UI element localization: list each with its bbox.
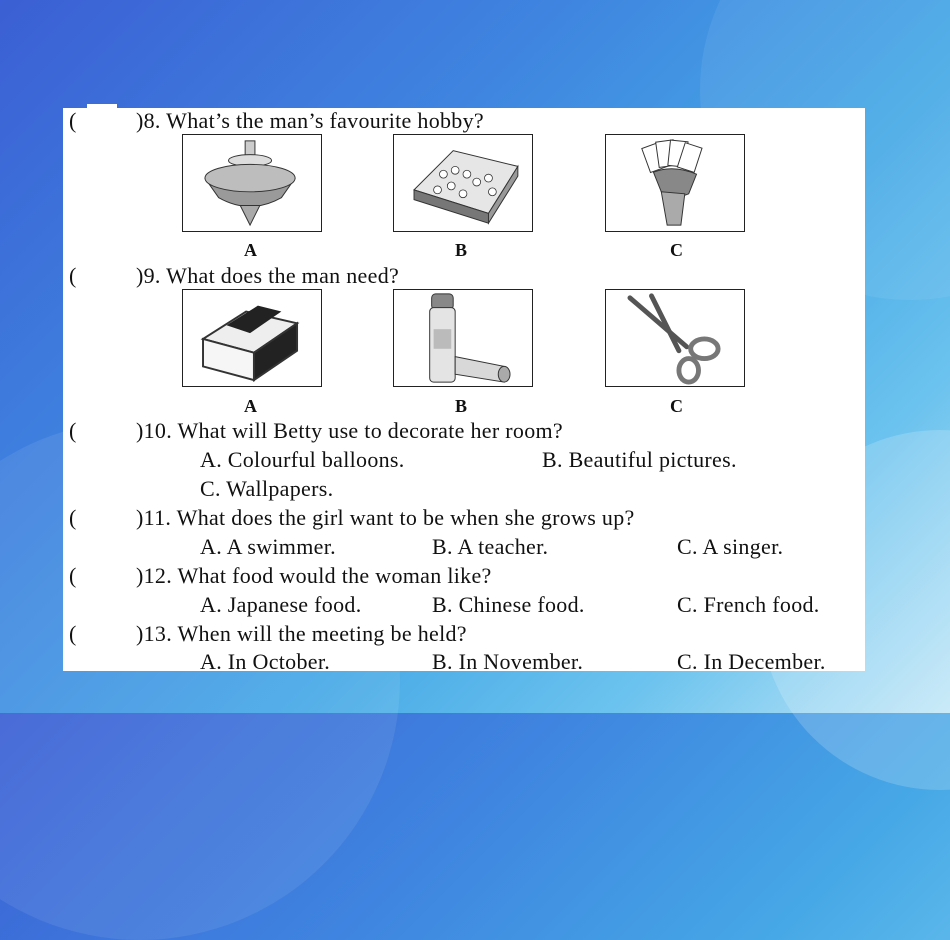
option-a[interactable]: A. A swimmer. <box>200 534 336 559</box>
option-letter: C <box>670 396 684 416</box>
question-number: )9. <box>136 263 161 288</box>
paper-tab <box>87 104 117 110</box>
option-a[interactable]: A. Colourful balloons. <box>200 447 405 472</box>
option-a[interactable]: A. In October. <box>200 649 331 674</box>
question-prompt: What food would the woman like? <box>177 563 492 588</box>
question-13 <box>69 621 77 647</box>
question-prompt: What’s the man’s favourite hobby? <box>166 108 484 133</box>
eraser-icon <box>183 290 321 386</box>
answer-paren: ( <box>69 563 77 588</box>
question-12 <box>69 563 77 589</box>
worksheet <box>63 108 865 674</box>
chess-board-icon <box>394 135 532 231</box>
option-image-b[interactable] <box>393 134 533 232</box>
option-image-c[interactable] <box>605 134 745 232</box>
question-8 <box>69 108 77 134</box>
option-letter: A <box>244 396 258 416</box>
option-image-c[interactable] <box>605 289 745 387</box>
question-13-text <box>136 621 467 647</box>
glue-stick-icon <box>394 290 532 386</box>
answer-paren: ( <box>69 418 77 443</box>
question-8-text <box>136 108 484 134</box>
option-c[interactable]: C. French food. <box>677 592 820 617</box>
answer-paren: ( <box>69 505 77 530</box>
question-prompt: When will the meeting be held? <box>177 621 467 646</box>
question-9-text <box>136 263 399 289</box>
question-11 <box>69 505 77 531</box>
option-b[interactable]: B. Chinese food. <box>432 592 585 617</box>
question-number: )11. <box>136 505 172 530</box>
option-c[interactable]: C. In December. <box>677 649 826 674</box>
option-letter: B <box>455 396 468 416</box>
option-b[interactable]: B. Beautiful pictures. <box>542 447 737 472</box>
question-12-text <box>136 563 492 589</box>
option-letter: A <box>244 240 258 260</box>
option-b[interactable]: B. In November. <box>432 649 584 674</box>
question-prompt: What does the man need? <box>166 263 400 288</box>
answer-paren: ( <box>69 263 77 288</box>
question-9 <box>69 263 77 289</box>
question-10 <box>69 418 77 444</box>
option-letter: B <box>455 240 468 260</box>
answer-paren: ( <box>69 621 77 646</box>
spinning-top-icon <box>183 135 321 231</box>
option-letter: C <box>670 240 684 260</box>
option-image-a[interactable] <box>182 134 322 232</box>
question-prompt: What does the girl want to be when she grows up? <box>176 505 635 530</box>
playing-cards-icon <box>606 135 744 231</box>
question-number: )12. <box>136 563 173 588</box>
answer-paren: ( <box>69 108 77 133</box>
option-a[interactable]: A. Japanese food. <box>200 592 362 617</box>
question-11-text <box>136 505 635 531</box>
scissors-icon <box>606 290 744 386</box>
question-number: )8. <box>136 108 161 133</box>
option-image-b[interactable] <box>393 289 533 387</box>
question-prompt: What will Betty use to decorate her room? <box>177 418 563 443</box>
question-number: )13. <box>136 621 173 646</box>
option-c[interactable]: C. Wallpapers. <box>200 476 334 501</box>
question-10-text <box>136 418 563 444</box>
question-number: )10. <box>136 418 173 443</box>
option-b[interactable]: B. A teacher. <box>432 534 549 559</box>
option-image-a[interactable] <box>182 289 322 387</box>
option-c[interactable]: C. A singer. <box>677 534 784 559</box>
